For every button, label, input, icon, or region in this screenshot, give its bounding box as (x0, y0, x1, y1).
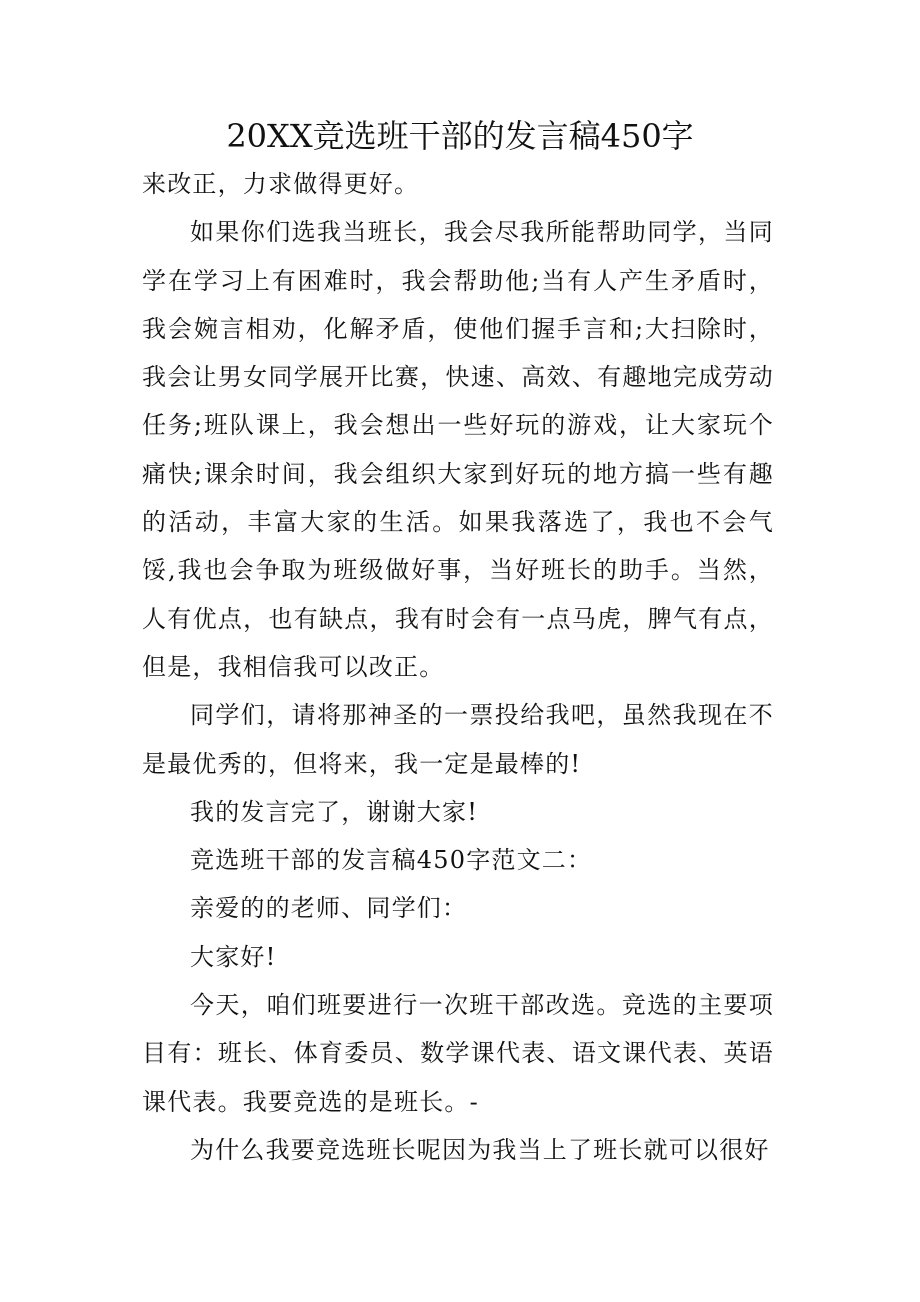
paragraph-sample-two-heading: 竞选班干部的发言稿450字范文二： (190, 846, 593, 875)
paragraph-greeting: 大家好! (190, 942, 277, 971)
paragraph-reason: 为什么我要竞选班长呢因为我当上了班长就可以很好 (190, 1135, 770, 1164)
paragraph-continuation: 来改正，力求做得更好。 (142, 170, 420, 198)
document-title: 20XX竞选班干部的发言稿450字 (226, 117, 694, 155)
paragraph-vote-request: 同学们，请将那神圣的一票投给我吧，虽然我现在不是最优秀的，但将来，我一定是最棒的! (142, 701, 774, 778)
paragraph-salutation: 亲爱的的老师、同学们： (190, 894, 468, 923)
document-body (142, 160, 774, 1174)
paragraph-closing: 我的发言完了，谢谢大家! (190, 797, 479, 826)
paragraph-election-intro: 今天，咱们班要进行一次班干部改选。竞选的主要项目有：班长、体育委员、数学课代表、语文课代表、英语课代表。我要竞选的是班长。- (142, 991, 774, 1116)
paragraph-campaign-promises: 如果你们选我当班长，我会尽我所能帮助同学，当同学在学习上有困难时，我会帮助他;当有人产生矛盾时，我会婉言相劝，化解矛盾，使他们握手言和;大扫除时，我会让男女同学展开比赛，快速、高效、有趣地完成劳动任务;班队课上，我会想出一些好玩的游戏，让大家玩个痛快;课余时间，我会组织大家到好玩的地方搞一些有趣的活动，丰富大家的生活。如果我落选了，我也不会气馁,我也会争取为班级做好事，当好班长的助手。当然，人有优点，也有缺点，我有时会有一点马虎，脾气有点，但是，我相信我可以改正。 (142, 218, 774, 681)
